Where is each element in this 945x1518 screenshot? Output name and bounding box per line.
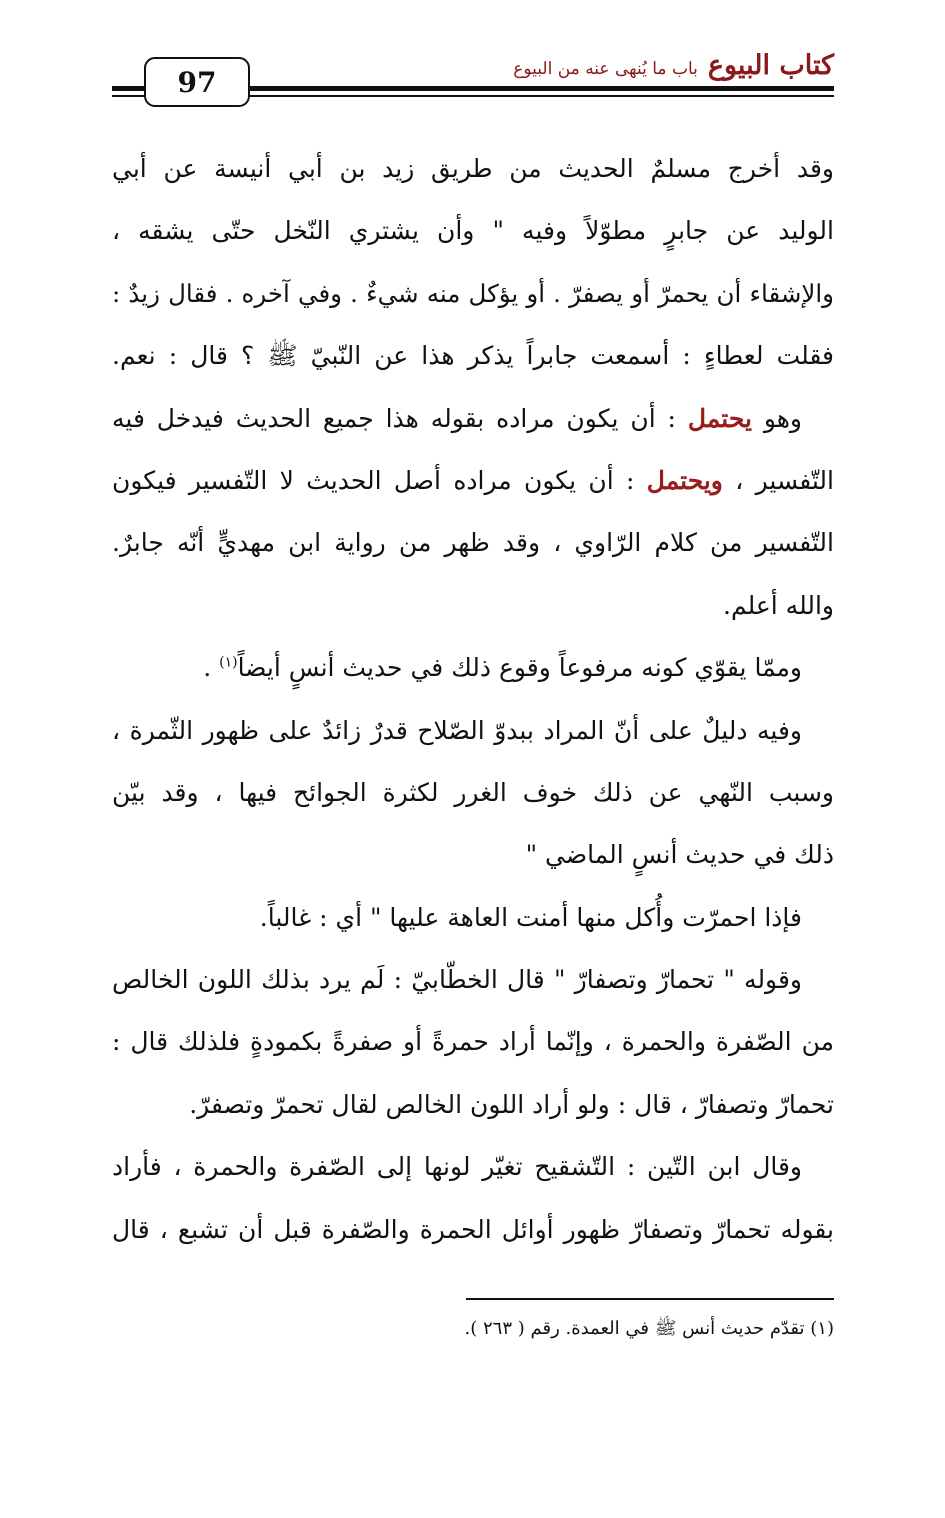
text-line: فإذا احمرّت وأُكل منها أمنت العاهة عليها " أي : غالباً. <box>259 902 802 932</box>
chapter-title: باب ما يُنهى عنه من البيوع <box>513 59 698 79</box>
page-header <box>112 50 834 106</box>
page-number: 97 <box>144 57 250 107</box>
text-line: ذلك في حديث أنسٍ الماضي " <box>525 840 834 870</box>
text-line: وقال ابن التّين : التّشقيح تغيّر لونها إلى الصّفرة والحمرة ، فأراد <box>112 1152 802 1182</box>
header-titles <box>513 50 834 84</box>
text-line: وقوله " تحمارّ وتصفارّ " قال الخطّابيّ : لَم يرد بذلك اللون الخالص <box>112 965 802 995</box>
text-line: وقد أخرج مسلمٌ الحديث من طريق زيد بن أبي أنيسة عن أبي <box>112 154 834 183</box>
text-line: والإشقاء أن يحمرّ أو يصفرّ . أو يؤكل منه شيءٌ . وفي آخره . فقال زيدٌ : <box>112 278 834 308</box>
footnote: (١) تقدّم حديث أنس ﷺ في العمدة. رقم ( ٢٦٣ ). <box>464 1318 834 1339</box>
text-line: من الصّفرة والحمرة ، وإنّما أراد حمرةً أو صفرةً بكمودةٍ فلذلك قال : <box>112 1027 834 1057</box>
text-line: الوليد عن جابرٍ مطوّلاً وفيه " وأن يشتري النّخل حتّى يشقه ، <box>112 216 834 246</box>
text-line: وسبب النّهي عن ذلك خوف الغرر لكثرة الجوائح فيها ، وقد بيّن <box>112 777 834 807</box>
footnote-rule <box>466 1298 834 1300</box>
text-line: وفيه دليلٌ على أنّ المراد ببدوّ الصّلاح قدرٌ زائدٌ على ظهور الثّمرة ، <box>112 715 802 745</box>
text-line: تحمارّ وتصفارّ ، قال : ولو أراد اللون الخالص لقال تحمرّ وتصفرّ. <box>189 1089 834 1119</box>
body-text <box>112 138 834 1261</box>
book-title: كتاب البيوع <box>707 50 834 81</box>
footnote-ref: (١) <box>219 654 238 671</box>
text-line: فقلت لعطاءٍ : أسمعت جابراً يذكر هذا عن النّبيّ ﷺ ؟ قال : نعم. <box>112 341 834 371</box>
text-line: وهو يحتمل : أن يكون مراده بقوله هذا جميع الحديث فيدخل فيه <box>112 403 802 433</box>
text-line: والله أعلم. <box>723 590 834 620</box>
text-line: بقوله تحمارّ وتصفارّ ظهور أوائل الحمرة والصّفرة قبل أن تشبع ، قال <box>112 1214 834 1244</box>
text-line: وممّا يقوّي كونه مرفوعاً وقوع ذلك في حديث أنسٍ أيضاً$^{(١)}$ . <box>203 653 802 683</box>
text-line: التّفسير من كلام الرّاوي ، وقد ظهر من رواية ابن مهديٍّ أنّه جابرٌ. <box>112 528 834 558</box>
highlighted-word: ويحتمل <box>646 465 723 495</box>
highlighted-word: يحتمل <box>687 403 752 433</box>
text-line: التّفسير ، ويحتمل : أن يكون مراده أصل الحديث لا التّفسير فيكون <box>112 465 834 495</box>
